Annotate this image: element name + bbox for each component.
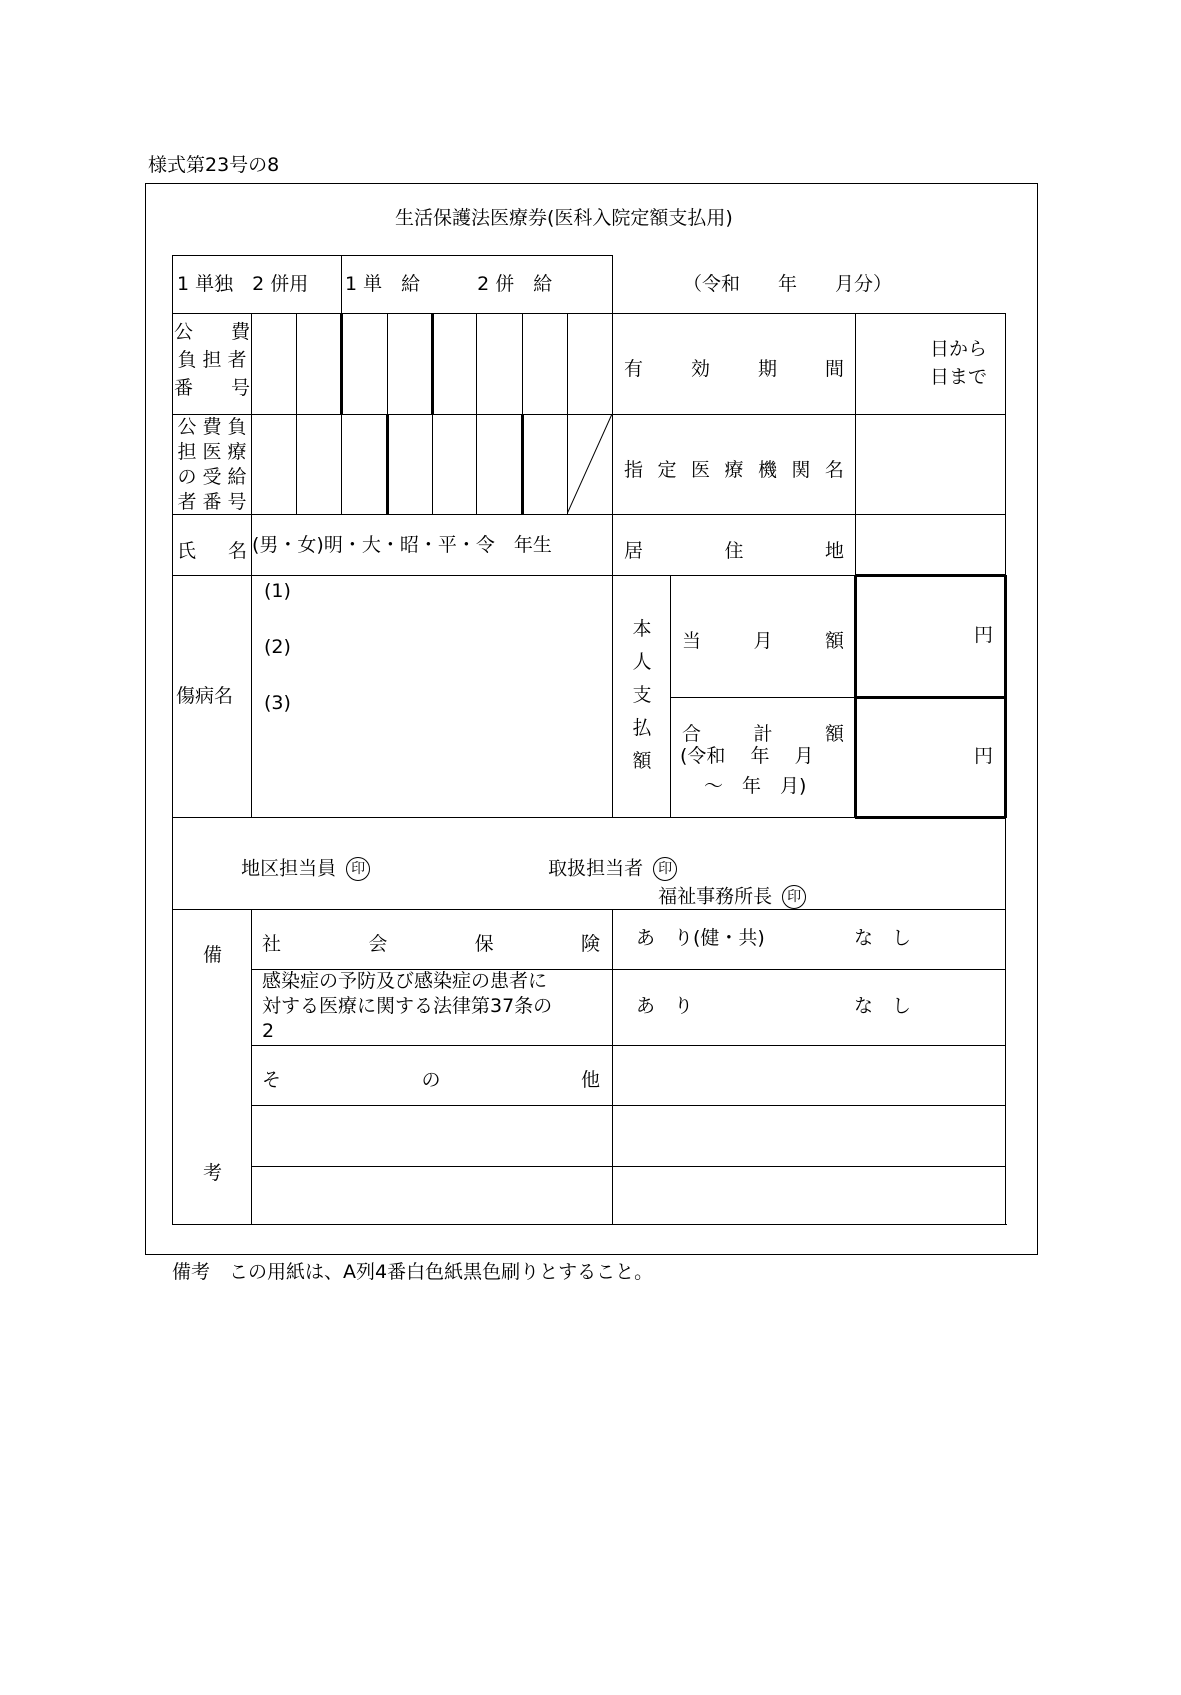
- form-title: 生活保護法医療券(医科入院定額支払用): [395, 207, 733, 229]
- char: 関: [791, 459, 811, 481]
- char: 名: [227, 540, 247, 562]
- validity-from[interactable]: 日から: [930, 338, 988, 360]
- validity-to[interactable]: 日まで: [930, 366, 988, 388]
- grid-line: [172, 909, 1006, 910]
- char: 氏: [177, 540, 197, 562]
- medical-institution-label: [624, 455, 844, 482]
- infection-law-line-3: 2: [262, 1020, 275, 1042]
- monthly-amount-yen[interactable]: 円: [974, 624, 994, 646]
- grid-line: [855, 313, 856, 576]
- disease-item-3[interactable]: (3): [264, 692, 291, 714]
- infection-law-line-2: 対する医療に関する法律第37条の: [262, 995, 553, 1017]
- char: 額: [824, 723, 844, 745]
- grid-line: [855, 696, 1006, 699]
- char: 間: [824, 358, 844, 380]
- grid-line: [172, 1224, 1007, 1225]
- grid-line: [855, 816, 1006, 819]
- char: 効: [690, 358, 710, 380]
- infection-yes[interactable]: あ り: [636, 995, 694, 1017]
- validity-period-label: [624, 354, 844, 381]
- form-frame: [145, 183, 1038, 1255]
- char: 険: [580, 933, 600, 955]
- grid-line: [432, 414, 433, 515]
- other-label: [262, 1065, 600, 1092]
- social-insurance-no[interactable]: な し: [854, 927, 912, 949]
- grid-line: [341, 414, 342, 515]
- remarks-label-bottom: 考: [203, 1162, 223, 1184]
- self-pay-label: [630, 620, 654, 771]
- grid-line: [431, 313, 434, 415]
- residence-label: [624, 536, 844, 563]
- label-line: 公 費 負: [177, 416, 247, 438]
- footer-note: 備考 この用紙は、A列4番白色紙黒色刷りとすること。: [172, 1261, 654, 1283]
- grid-line: [387, 313, 388, 415]
- grid-line: [251, 909, 252, 1225]
- char: 社: [262, 933, 282, 955]
- char: 期: [757, 358, 777, 380]
- benefit-type-option: 1 単 給 2 併 給: [345, 273, 553, 295]
- char: 名: [824, 459, 844, 481]
- grid-line: [341, 255, 342, 314]
- label-line: の 受 給: [177, 466, 247, 488]
- char: 保: [474, 933, 494, 955]
- disease-label: 傷病名: [176, 685, 234, 707]
- seal-icon: 印: [782, 885, 806, 909]
- grid-line: [340, 313, 343, 415]
- label-line: 者 番 号: [177, 491, 247, 513]
- name-label: [177, 536, 247, 563]
- monthly-amount-label: [682, 626, 844, 653]
- char: 指: [624, 459, 644, 481]
- char: 本: [632, 618, 652, 640]
- total-amount-yen[interactable]: 円: [974, 745, 994, 767]
- grid-line: [521, 414, 524, 515]
- label-line: 番 号: [174, 377, 251, 399]
- seal-icon: 印: [653, 857, 677, 881]
- office-director-seal: [646, 866, 806, 909]
- char: 当: [682, 630, 702, 652]
- char: 地: [824, 540, 844, 562]
- grid-line: [386, 414, 389, 515]
- grid-line: [251, 313, 252, 818]
- disease-item-1[interactable]: (1): [264, 580, 291, 602]
- grid-line: [522, 313, 523, 415]
- label-line: 担 医 療: [177, 441, 247, 463]
- char: 支: [632, 684, 652, 706]
- label-line: 公 費: [174, 321, 251, 343]
- total-period-end: ～ 年 月): [704, 775, 807, 797]
- char: の: [421, 1069, 441, 1091]
- seal-icon: 印: [346, 857, 370, 881]
- char: 合: [682, 723, 702, 745]
- grid-line: [612, 255, 613, 818]
- diagonal-slash: [567, 414, 613, 514]
- disease-item-2[interactable]: (2): [264, 636, 291, 658]
- grid-line: [854, 575, 857, 818]
- total-period-start: (令和 年 月: [680, 745, 814, 767]
- district-officer-label: 地区担当員: [241, 857, 337, 880]
- label-line: 負 担 者: [177, 349, 247, 371]
- grid-line: [251, 1105, 1006, 1106]
- district-officer-seal: [229, 838, 370, 881]
- char: 額: [632, 750, 652, 772]
- char: 医: [690, 459, 710, 481]
- char: 機: [757, 459, 777, 481]
- char: 療: [724, 459, 744, 481]
- grid-line: [476, 313, 477, 515]
- payer-number-label: [174, 321, 251, 399]
- char: 月: [753, 630, 773, 652]
- grid-line: [251, 1166, 1006, 1167]
- grid-line: [855, 574, 1006, 577]
- single-combined-option: 1 単独 2 併用: [177, 273, 309, 295]
- grid-line: [612, 909, 613, 1225]
- billing-period[interactable]: （令和 年 月分）: [683, 273, 893, 295]
- form-number: 様式第23号の8: [148, 154, 280, 176]
- char: 人: [632, 651, 652, 673]
- char: 他: [580, 1069, 600, 1091]
- char: 払: [632, 717, 652, 739]
- grid-line: [172, 255, 613, 256]
- office-director-label: 福祉事務所長: [658, 885, 773, 908]
- char: 定: [657, 459, 677, 481]
- char: そ: [262, 1069, 282, 1091]
- sex-birth-field[interactable]: (男・女)明・大・昭・平・令 年生: [252, 534, 552, 556]
- grid-line: [1004, 575, 1007, 818]
- infection-no[interactable]: な し: [854, 995, 912, 1017]
- grid-line: [172, 514, 1006, 515]
- grid-line: [251, 1045, 1006, 1046]
- remarks-label-top: 備: [203, 944, 223, 966]
- social-insurance-label: [262, 929, 600, 956]
- infection-law-line-1: 感染症の予防及び感染症の患者に: [262, 970, 548, 992]
- grid-line: [670, 697, 856, 698]
- grid-line: [172, 255, 173, 1225]
- recipient-number-label: [176, 418, 248, 512]
- char: 計: [753, 723, 773, 745]
- char: 居: [624, 540, 644, 562]
- grid-line: [172, 313, 1006, 314]
- char: 有: [624, 358, 644, 380]
- char: 住: [724, 540, 744, 562]
- total-amount-label: [682, 719, 844, 746]
- char: 額: [824, 630, 844, 652]
- char: 会: [368, 933, 388, 955]
- social-insurance-yes[interactable]: あ り(健・共): [636, 927, 765, 949]
- handler-label: 取扱担当者: [548, 857, 644, 880]
- grid-line: [670, 575, 671, 818]
- grid-line: [296, 313, 297, 515]
